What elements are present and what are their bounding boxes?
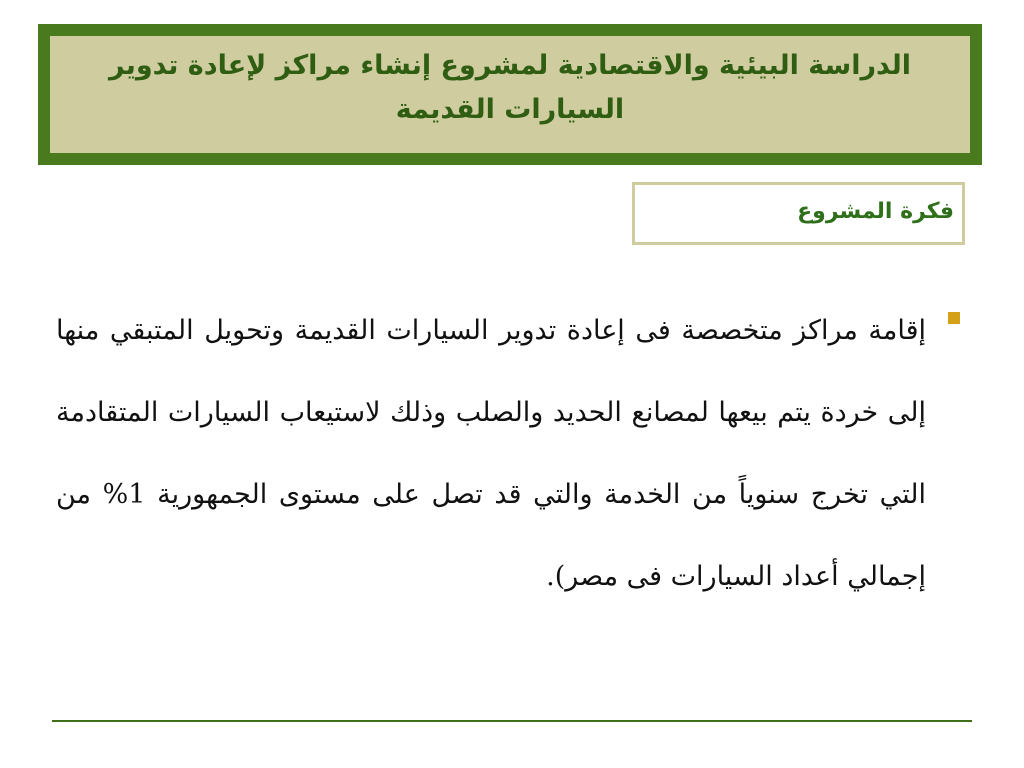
square-bullet-icon — [948, 312, 960, 324]
section-heading: فكرة المشروع — [797, 199, 954, 224]
bullet-text: إقامة مراكز متخصصة فى إعادة تدوير السيارات القديمة وتحويل المتبقي منها إلى خردة يتم بيعها لمصانع الحديد والصلب وذلك لاستيعاب السيارات المتقادمة التي تخرج سنوياً من الخدمة والتي قد تصل على مستوى الجمهورية 1% من إجمالي أعداد السيارات فى مصر). — [56, 315, 926, 592]
title-frame — [38, 24, 982, 165]
section-heading-box — [632, 182, 965, 245]
bullet-item — [56, 290, 960, 618]
slide-title: الدراسة البيئية والاقتصادية لمشروع إنشاء مراكز لإعادة تدوير السيارات القديمة — [50, 36, 970, 153]
bottom-divider — [52, 720, 972, 722]
slide-content — [56, 290, 960, 618]
